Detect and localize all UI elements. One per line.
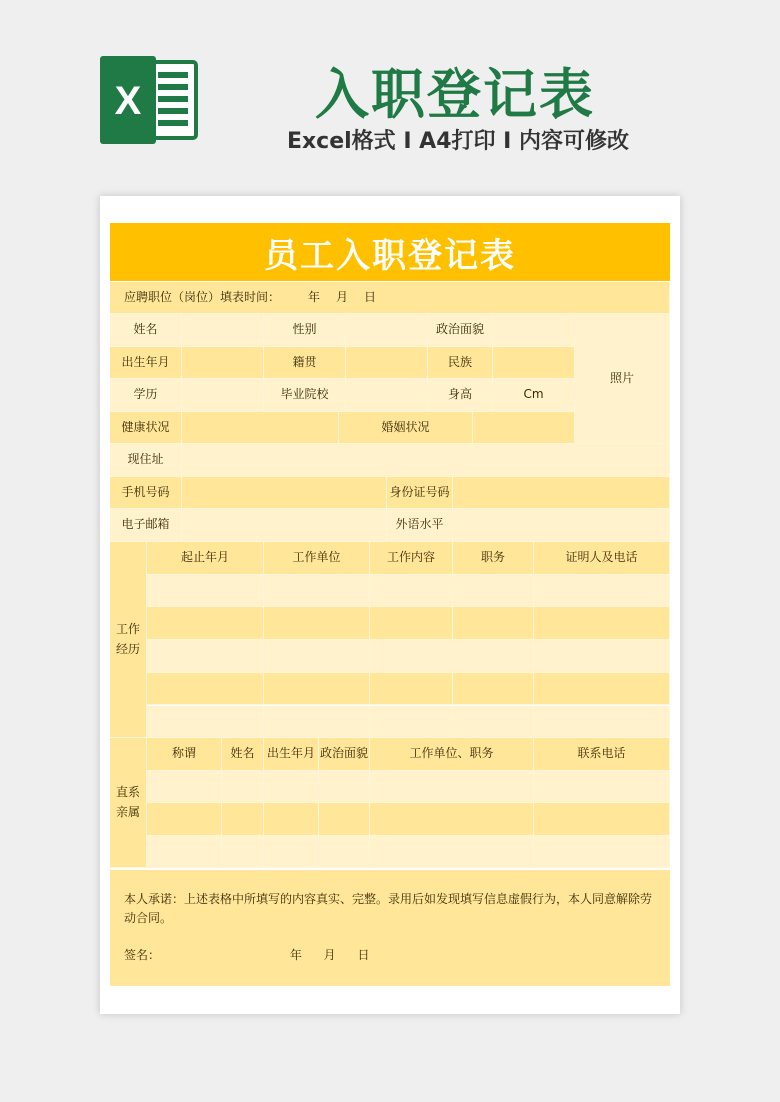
work-cell[interactable] [453, 673, 534, 706]
marital-field[interactable] [473, 412, 575, 444]
apply-year: 年 [308, 289, 321, 304]
education-field[interactable] [182, 379, 264, 412]
email-field[interactable] [182, 509, 387, 542]
work-cell[interactable] [453, 575, 534, 608]
pledge-text: 本人承诺：上述表格中所填写的内容真实、完整。录用后如发现填写信息虚假行为，本人同意解除劳动合同。 [124, 892, 653, 925]
work-cell[interactable] [264, 640, 370, 673]
apply-day: 日 [364, 289, 377, 304]
work-cell[interactable] [147, 607, 264, 640]
political-field[interactable] [493, 314, 575, 347]
family-header-cell: 工作单位、职务 [370, 738, 534, 771]
work-cell[interactable] [534, 607, 670, 640]
work-header-cell: 起止年月 [147, 542, 264, 575]
height-label: 身高 [428, 379, 493, 412]
work-header-cell: 工作单位 [264, 542, 370, 575]
political-label: 政治面貌 [428, 314, 493, 347]
health-label: 健康状况 [110, 412, 182, 444]
family-cell[interactable] [319, 836, 370, 869]
work-cell[interactable] [534, 706, 670, 739]
work-cell[interactable] [147, 706, 264, 739]
work-cell[interactable] [453, 706, 534, 739]
signature-label: 签名： [124, 948, 161, 962]
phone-field[interactable] [182, 477, 387, 509]
family-cell[interactable] [534, 803, 670, 836]
excel-logo-icon [100, 52, 200, 148]
apply-label: 应聘职位（岗位）填表时间： [124, 289, 281, 304]
email-label: 电子邮箱 [110, 509, 182, 542]
sign-month: 月 [323, 948, 336, 962]
photo-cell[interactable]: 照片 [575, 314, 670, 444]
work-cell[interactable] [264, 706, 370, 739]
address-label: 现住址 [110, 444, 182, 477]
language-field[interactable] [453, 509, 670, 542]
id-label: 身份证号码 [387, 477, 453, 509]
work-cell[interactable] [370, 706, 453, 739]
family-cell[interactable] [147, 836, 222, 869]
birth-label: 出生年月 [110, 347, 182, 379]
family-cell[interactable] [222, 836, 264, 869]
phone-label: 手机号码 [110, 477, 182, 509]
height-field[interactable]: Cm [493, 379, 575, 412]
family-section-label-line1: 直系 [115, 785, 140, 800]
excel-logo-letter: X [114, 79, 142, 123]
family-section-label [110, 738, 147, 868]
family-cell[interactable] [222, 771, 264, 804]
work-header-cell: 职务 [453, 542, 534, 575]
family-cell[interactable] [370, 803, 534, 836]
family-cell[interactable] [319, 803, 370, 836]
work-header-cell: 工作内容 [370, 542, 453, 575]
work-cell[interactable] [147, 640, 264, 673]
language-label: 外语水平 [387, 509, 453, 542]
family-section-label-line2: 亲属 [115, 804, 140, 819]
work-cell[interactable] [370, 640, 453, 673]
family-cell[interactable] [147, 771, 222, 804]
education-label: 学历 [110, 379, 182, 412]
birth-field[interactable] [182, 347, 264, 379]
work-section-label-line2: 经历 [115, 641, 140, 656]
family-header-cell: 姓名 [222, 738, 264, 771]
form-title: 员工入职登记表 [110, 223, 670, 281]
work-cell[interactable] [370, 607, 453, 640]
page-title: 入职登记表 [315, 63, 595, 126]
family-cell[interactable] [534, 771, 670, 804]
work-cell[interactable] [264, 673, 370, 706]
work-cell[interactable] [534, 575, 670, 608]
family-cell[interactable] [222, 803, 264, 836]
work-cell[interactable] [264, 575, 370, 608]
work-cell[interactable] [147, 575, 264, 608]
ethnic-label: 民族 [428, 347, 493, 379]
sign-year: 年 [289, 948, 302, 962]
family-header-cell: 出生年月 [264, 738, 319, 771]
work-cell[interactable] [147, 673, 264, 706]
sign-day: 日 [357, 948, 370, 962]
school-label: 毕业院校 [264, 379, 346, 412]
name-label: 姓名 [110, 314, 182, 347]
family-cell[interactable] [264, 771, 319, 804]
pledge-box [110, 870, 670, 986]
address-field[interactable] [182, 444, 670, 477]
marital-label: 婚姻状况 [339, 412, 473, 444]
gender-label: 性别 [264, 314, 346, 347]
health-field[interactable] [182, 412, 339, 444]
work-cell[interactable] [370, 575, 453, 608]
work-cell[interactable] [534, 640, 670, 673]
apply-row[interactable] [110, 282, 670, 314]
work-section-label [110, 542, 147, 738]
apply-month: 月 [336, 289, 349, 304]
work-section-label-line1: 工作 [115, 622, 140, 637]
school-field[interactable] [346, 379, 428, 412]
id-field[interactable] [453, 477, 670, 509]
family-header-cell: 政治面貌 [319, 738, 370, 771]
family-cell[interactable] [534, 836, 670, 869]
ethnic-field[interactable] [493, 347, 575, 379]
native-label: 籍贯 [264, 347, 346, 379]
native-field[interactable] [346, 347, 428, 379]
family-cell[interactable] [264, 836, 319, 869]
name-field[interactable] [182, 314, 264, 347]
signature-line[interactable] [124, 946, 370, 965]
work-cell[interactable] [264, 607, 370, 640]
family-header-cell: 称谓 [147, 738, 222, 771]
work-cell[interactable] [534, 673, 670, 706]
work-cell[interactable] [453, 640, 534, 673]
family-header-cell: 联系电话 [534, 738, 670, 771]
family-cell[interactable] [319, 771, 370, 804]
work-cell[interactable] [370, 673, 453, 706]
work-header-cell: 证明人及电话 [534, 542, 670, 575]
work-cell[interactable] [453, 607, 534, 640]
family-cell[interactable] [370, 836, 534, 869]
family-cell[interactable] [147, 803, 222, 836]
family-cell[interactable] [264, 803, 319, 836]
gender-field[interactable] [346, 314, 428, 347]
page-subtitle: Excel格式 I A4打印 I 内容可修改 [286, 129, 630, 154]
family-cell[interactable] [370, 771, 534, 804]
